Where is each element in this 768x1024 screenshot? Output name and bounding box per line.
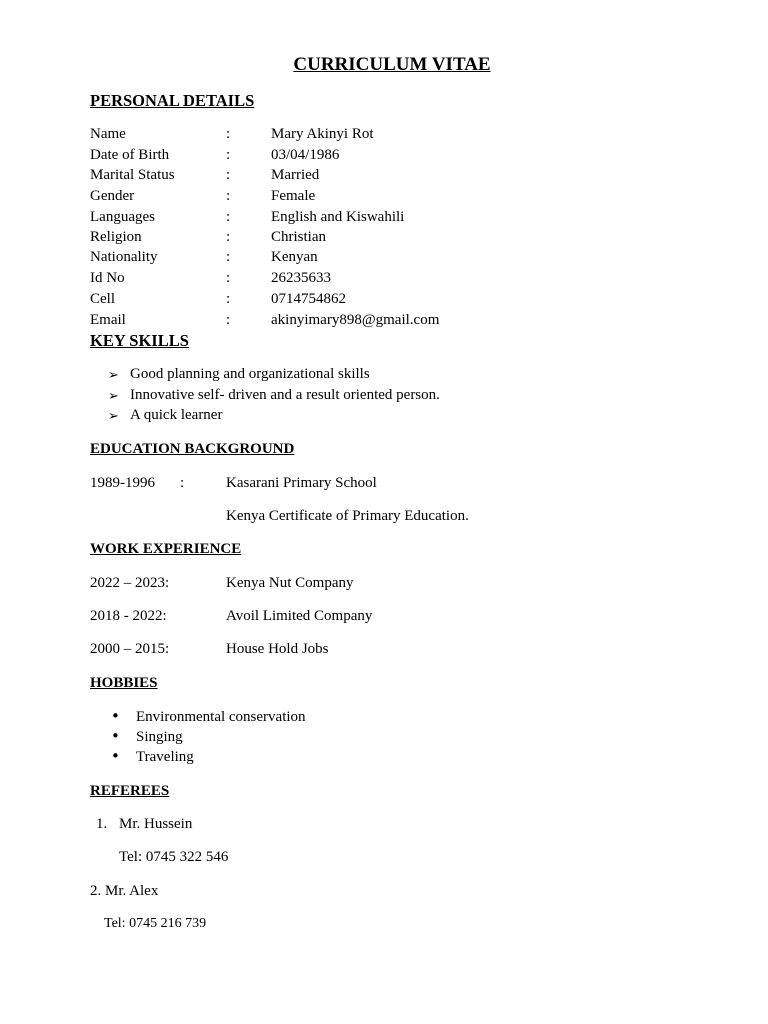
referee-2-tel: Tel: 0745 216 739 <box>104 916 207 931</box>
nationality-label: Nationality <box>90 249 158 265</box>
work-period: 2018 - 2022: <box>90 608 167 624</box>
languages-separator: : <box>226 209 231 225</box>
work-employer: House Hold Jobs <box>226 641 329 657</box>
email-value: akinyimary898@gmail.com <box>271 312 440 328</box>
id-no-label: Id No <box>90 270 125 286</box>
cell-value: 0714754862 <box>271 291 346 307</box>
arrow-bullet-icon: ➢ <box>108 368 119 383</box>
personal-details-heading: PERSONAL DETAILS <box>90 91 255 110</box>
round-bullet-icon: • <box>111 727 120 745</box>
nationality-separator: : <box>226 249 231 265</box>
skill-item: Good planning and organizational skills <box>130 366 370 382</box>
education-period: 1989-1996 <box>90 475 155 491</box>
hobby-item: Singing <box>136 729 183 745</box>
referees-heading: REFEREES <box>90 783 170 799</box>
hobby-item: Environmental conservation <box>136 709 306 725</box>
document-title: CURRICULUM VITAE <box>293 54 491 75</box>
cell-label: Cell <box>90 291 115 307</box>
arrow-bullet-icon: ➢ <box>108 409 119 424</box>
arrow-bullet-icon: ➢ <box>108 389 119 404</box>
education-separator: : <box>180 475 185 491</box>
key-skills-heading: KEY SKILLS <box>90 331 189 350</box>
referee-1-number: 1. <box>96 816 108 832</box>
name-label: Name <box>90 126 126 142</box>
marital-status-value: Married <box>271 167 320 183</box>
email-label: Email <box>90 312 126 328</box>
id-no-value: 26235633 <box>271 270 331 286</box>
work-period: 2000 – 2015: <box>90 641 170 657</box>
hobby-item: Traveling <box>136 749 194 765</box>
name-separator: : <box>226 126 231 142</box>
dob-separator: : <box>226 147 231 163</box>
skill-item: Innovative self- driven and a result oriented person. <box>130 387 440 403</box>
round-bullet-icon: • <box>111 707 120 725</box>
work-experience-heading: WORK EXPERIENCE <box>90 541 242 557</box>
gender-separator: : <box>226 188 231 204</box>
id-no-separator: : <box>226 270 231 286</box>
gender-value: Female <box>271 188 316 204</box>
work-employer: Kenya Nut Company <box>226 575 354 591</box>
dob-value: 03/04/1986 <box>271 147 340 163</box>
hobbies-heading: HOBBIES <box>90 675 158 691</box>
dob-label: Date of Birth <box>90 147 170 163</box>
referee-1-name: Mr. Hussein <box>119 816 193 832</box>
languages-label: Languages <box>90 209 155 225</box>
education-school: Kasarani Primary School <box>226 475 377 491</box>
religion-label: Religion <box>90 229 142 245</box>
email-separator: : <box>226 312 231 328</box>
religion-value: Christian <box>271 229 326 245</box>
education-heading: EDUCATION BACKGROUND <box>90 441 295 457</box>
work-period: 2022 – 2023: <box>90 575 170 591</box>
skill-item: A quick learner <box>130 407 223 423</box>
marital-status-separator: : <box>226 167 231 183</box>
marital-status-label: Marital Status <box>90 167 175 183</box>
work-employer: Avoil Limited Company <box>226 608 373 624</box>
referee-2-name: 2. Mr. Alex <box>90 883 159 899</box>
cell-separator: : <box>226 291 231 307</box>
referee-1-tel: Tel: 0745 322 546 <box>119 849 229 865</box>
name-value: Mary Akinyi Rot <box>271 126 374 142</box>
education-certificate: Kenya Certificate of Primary Education. <box>226 508 469 524</box>
religion-separator: : <box>226 229 231 245</box>
round-bullet-icon: • <box>111 747 120 765</box>
languages-value: English and Kiswahili <box>271 209 405 225</box>
gender-label: Gender <box>90 188 135 204</box>
nationality-value: Kenyan <box>271 249 318 265</box>
